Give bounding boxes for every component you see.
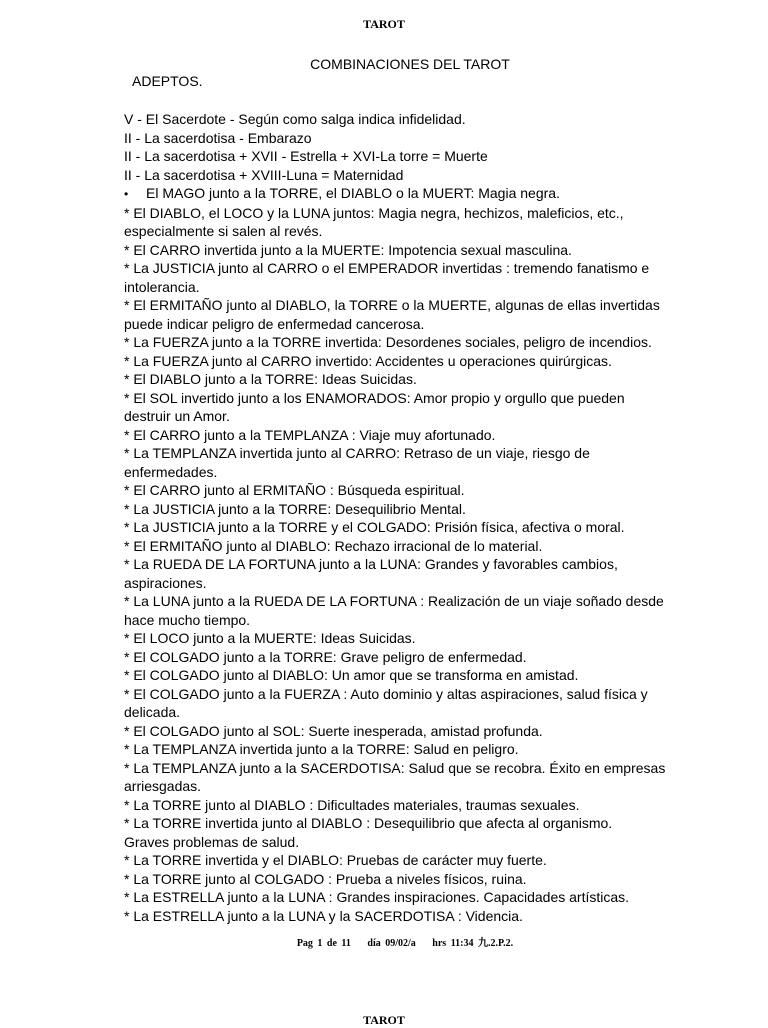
- footer-date: día 09/02/a: [367, 938, 416, 949]
- running-header: TAROT: [363, 17, 405, 31]
- text-line: especialmente si salen al revés.: [124, 223, 323, 239]
- document-subtitle: ADEPTOS.: [132, 73, 203, 89]
- text-line: * El ERMITAÑO junto al DIABLO, la TORRE o la MUERTE, algunas de ellas invertidas: [124, 297, 660, 313]
- text-line: * El CARRO junto a la TEMPLANZA : Viaje muy afortunado.: [124, 426, 496, 443]
- text-line: * El DIABLO, el LOCO y la LUNA juntos: Magia negra, hechizos, maleficios, etc.,: [124, 204, 624, 221]
- bullet-icon: •: [124, 187, 129, 201]
- text-line: * El COLGADO junto a la FUERZA : Auto dominio y altas aspiraciones, salud física y: [124, 685, 648, 702]
- text-line: * El COLGADO junto al SOL: Suerte inesperada, amistad profunda.: [124, 722, 543, 739]
- text-line: V - El Sacerdote - Según como salga indica infidelidad.: [124, 111, 466, 127]
- text-line: * El LOCO junto a la MUERTE: Ideas Suicidas.: [124, 630, 416, 646]
- document-body: [124, 110, 734, 925]
- text-line: II - La sacerdotisa + XVIII-Luna = Maternidad: [124, 166, 404, 183]
- text-line: puede indicar peligro de enfermedad cancerosa.: [124, 315, 425, 332]
- text-line: * El SOL invertido junto a los ENAMORADOS: Amor propio y orgullo que pueden: [124, 389, 625, 406]
- text-line: destruir un Amor.: [124, 408, 230, 424]
- text-line: * El COLGADO junto al DIABLO: Un amor que se transforma en amistad.: [124, 667, 579, 683]
- text-line: hace mucho tiempo.: [124, 611, 251, 628]
- text-line: * La ESTRELLA junto a la LUNA : Grandes inspiraciones. Capacidades artísticas.: [124, 889, 630, 905]
- text-line: II - La sacerdotisa + XVII - Estrella + XVI-La torre = Muerte: [124, 148, 488, 164]
- text-line: * La JUSTICIA junto al CARRO o el EMPERADOR invertidas : tremendo fanatismo e: [124, 260, 650, 276]
- text-line: * La FUERZA junto al CARRO invertido: Accidentes u operaciones quirúrgicas.: [124, 352, 612, 369]
- page-footer: [0, 934, 768, 949]
- text-line: * El DIABLO junto a la TORRE: Ideas Suicidas.: [124, 371, 417, 387]
- text-line: enfermedades.: [124, 463, 218, 480]
- text-line: Graves problemas de salud.: [124, 833, 300, 850]
- next-page-header: TAROT: [363, 1013, 405, 1027]
- text-line: intolerancia.: [124, 278, 200, 295]
- text-line: * La RUEDA DE LA FORTUNA junto a la LUNA: Grandes y favorables cambios,: [124, 556, 618, 572]
- footer-page-number: Pag 1 de 11: [296, 938, 351, 949]
- text-line: II - La sacerdotisa - Embarazo: [124, 129, 312, 146]
- text-line: * El COLGADO junto a la TORRE: Grave peligro de enfermedad.: [124, 648, 527, 665]
- footer-time: hrs 11:34 九.2.P.2.: [432, 938, 514, 949]
- text-line: * El CARRO invertida junto a la MUERTE: Impotencia sexual masculina.: [124, 241, 572, 258]
- text-line: arriesgadas.: [124, 778, 202, 794]
- text-line: * La TORRE junto al COLGADO : Prueba a niveles físicos, ruina.: [124, 870, 527, 887]
- text-line: * La TEMPLANZA invertida junto a la TORRE: Salud en peligro.: [124, 741, 519, 757]
- text-line: * La LUNA junto a la RUEDA DE LA FORTUNA : Realización de un viaje soñado desde: [124, 593, 664, 609]
- text-line: * La JUSTICIA junto a la TORRE: Desequilibrio Mental.: [124, 500, 466, 517]
- text-line: * El ERMITAÑO junto al DIABLO: Rechazo irracional de lo material.: [124, 537, 543, 554]
- bullet-text: El MAGO junto a la TORRE, el DIABLO o la MUERT: Magia negra.: [146, 185, 560, 201]
- text-line: delicada.: [124, 704, 181, 720]
- text-line: * La JUSTICIA junto a la TORRE y el COLGADO: Prisión física, afectiva o moral.: [124, 519, 625, 535]
- text-line: * La TEMPLANZA invertida junto al CARRO: Retraso de un viaje, riesgo de: [124, 445, 590, 461]
- text-line: * El CARRO junto al ERMITAÑO : Búsqueda espiritual.: [124, 482, 465, 498]
- bullet-item: [124, 184, 734, 204]
- document-title: COMBINACIONES DEL TAROT: [310, 56, 510, 72]
- text-line: aspiraciones.: [124, 574, 207, 591]
- text-line: * La TORRE invertida y el DIABLO: Pruebas de carácter muy fuerte.: [124, 852, 547, 868]
- text-line: * La ESTRELLA junto a la LUNA y la SACERDOTISA : Videncia.: [124, 907, 523, 924]
- text-line: * La TORRE invertida junto al DIABLO : Desequilibrio que afecta al organismo.: [124, 815, 613, 831]
- text-line: * La TEMPLANZA junto a la SACERDOTISA: Salud que se recobra. Éxito en empresas: [124, 759, 666, 776]
- text-line: * La FUERZA junto a la TORRE invertida: Desordenes sociales, peligro de incendios.: [124, 334, 652, 350]
- text-line: * La TORRE junto al DIABLO : Dificultades materiales, traumas sexuales.: [124, 796, 580, 813]
